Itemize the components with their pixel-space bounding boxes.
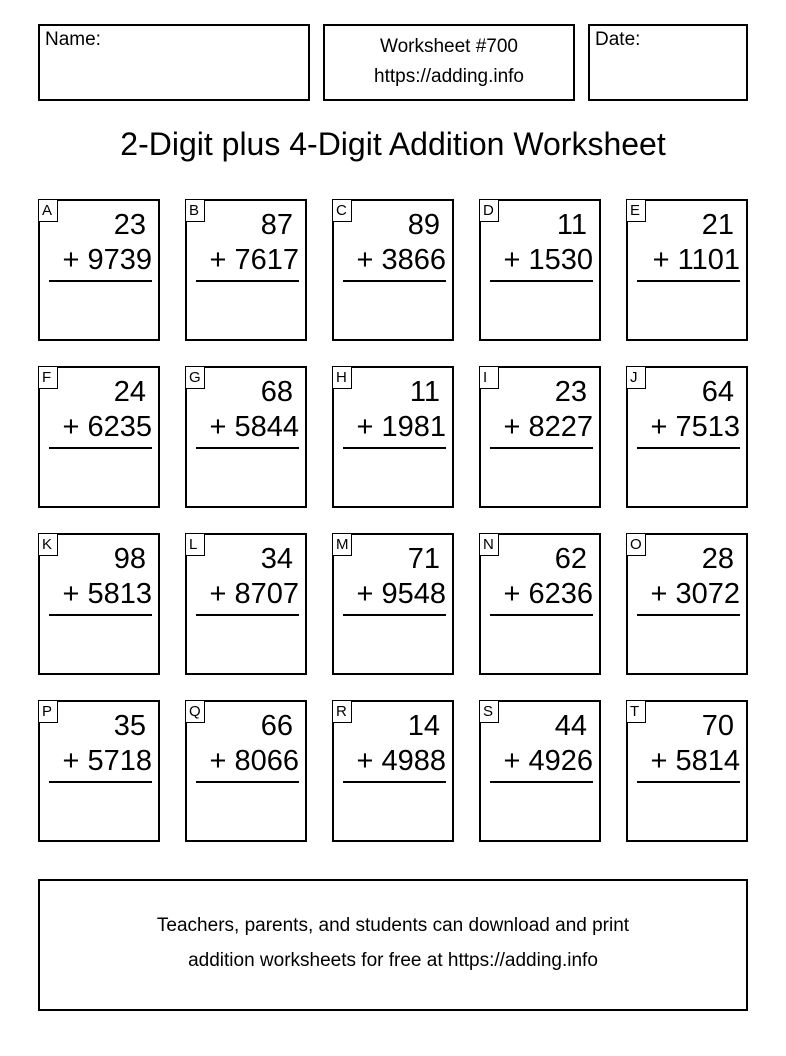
- worksheet-info-box: [323, 24, 575, 101]
- problem-bottom-number: + 4926: [503, 745, 593, 777]
- problem-bottom-number: + 8066: [209, 745, 299, 777]
- problem-top-number: 23: [113, 209, 146, 241]
- problem-letter: G: [185, 366, 205, 389]
- answer-line: [196, 614, 299, 616]
- problem-bottom-number: + 1101: [652, 244, 740, 276]
- problem-top-number: 35: [113, 710, 146, 742]
- problem-card[interactable]: [479, 533, 601, 675]
- worksheet-number: Worksheet #700: [379, 36, 518, 57]
- answer-line: [490, 614, 593, 616]
- problem-top-number: 68: [260, 376, 293, 408]
- problem-bottom-number: + 9548: [356, 578, 446, 610]
- answer-line: [637, 781, 740, 783]
- problem-bottom-number: + 3866: [356, 244, 446, 276]
- problem-top-number: 89: [407, 209, 440, 241]
- answer-line: [196, 280, 299, 282]
- date-field[interactable]: [588, 24, 748, 101]
- page-title: 2-Digit plus 4-Digit Addition Worksheet: [120, 126, 666, 162]
- problem-bottom-number: + 6235: [62, 411, 152, 443]
- problem-letter: P: [38, 700, 58, 723]
- problem-bottom-number: + 9739: [62, 244, 152, 276]
- problem-top-number: 98: [113, 543, 146, 575]
- problem-bottom-number: + 7617: [209, 244, 299, 276]
- problem-top-number: 70: [701, 710, 734, 742]
- answer-line: [49, 614, 152, 616]
- problem-letter: B: [185, 199, 205, 222]
- date-label: Date:: [595, 29, 641, 50]
- problem-bottom-number: + 8707: [209, 578, 299, 610]
- problem-card[interactable]: [332, 533, 454, 675]
- problem-bottom-number: + 1981: [356, 411, 446, 443]
- problem-letter: K: [38, 533, 58, 556]
- problem-card[interactable]: [626, 533, 748, 675]
- answer-line: [490, 280, 593, 282]
- problem-top-number: 62: [554, 543, 587, 575]
- problem-top-number: 34: [260, 543, 293, 575]
- problem-card[interactable]: [332, 700, 454, 842]
- problem-letter: A: [38, 199, 58, 222]
- footer-line-1: Teachers, parents, and students can download and print: [156, 915, 630, 936]
- answer-line: [343, 781, 446, 783]
- answer-line: [196, 781, 299, 783]
- problem-letter: J: [626, 366, 646, 389]
- problem-letter: O: [626, 533, 646, 556]
- name-field[interactable]: [38, 24, 310, 101]
- problem-bottom-number: + 5718: [62, 745, 152, 777]
- problem-card[interactable]: [185, 199, 307, 341]
- problem-card[interactable]: [185, 700, 307, 842]
- answer-line: [343, 614, 446, 616]
- problem-letter: C: [332, 199, 352, 222]
- footer-box: [38, 879, 748, 1011]
- problem-card[interactable]: [185, 533, 307, 675]
- name-label: Name:: [45, 29, 101, 50]
- answer-line: [490, 781, 593, 783]
- problem-bottom-number: + 5813: [62, 578, 152, 610]
- problem-bottom-number: + 5814: [650, 745, 740, 777]
- problem-letter: N: [479, 533, 499, 556]
- problem-top-number: 11: [409, 376, 440, 408]
- problem-letter: F: [38, 366, 58, 389]
- problem-letter: L: [185, 533, 205, 556]
- answer-line: [196, 447, 299, 449]
- problem-card[interactable]: [479, 366, 601, 508]
- problem-letter: Q: [185, 700, 205, 723]
- problem-bottom-number: + 8227: [503, 411, 593, 443]
- answer-line: [49, 280, 152, 282]
- problem-top-number: 87: [260, 209, 293, 241]
- problem-letter: E: [626, 199, 646, 222]
- problem-grid: [38, 199, 748, 842]
- problem-bottom-number: + 5844: [209, 411, 299, 443]
- problem-card[interactable]: [185, 366, 307, 508]
- answer-line: [490, 447, 593, 449]
- problem-top-number: 64: [701, 376, 734, 408]
- problem-top-number: 66: [260, 710, 293, 742]
- problem-letter: T: [626, 700, 646, 723]
- problem-card[interactable]: [38, 700, 160, 842]
- problem-card[interactable]: [479, 700, 601, 842]
- answer-line: [637, 614, 740, 616]
- problem-bottom-number: + 4988: [356, 745, 446, 777]
- problem-card[interactable]: [626, 199, 748, 341]
- problem-card[interactable]: [332, 199, 454, 341]
- problem-letter: D: [479, 199, 499, 222]
- problem-top-number: 14: [407, 710, 440, 742]
- problem-top-number: 28: [701, 543, 734, 575]
- problem-letter: I: [479, 366, 499, 389]
- answer-line: [343, 447, 446, 449]
- worksheet-url: https://adding.info: [374, 66, 524, 87]
- answer-line: [49, 781, 152, 783]
- problem-bottom-number: + 7513: [650, 411, 740, 443]
- problem-letter: H: [332, 366, 352, 389]
- problem-card[interactable]: [626, 366, 748, 508]
- problem-bottom-number: + 1530: [503, 244, 593, 276]
- problem-bottom-number: + 3072: [650, 578, 740, 610]
- problem-top-number: 23: [554, 376, 587, 408]
- problem-top-number: 21: [701, 209, 734, 241]
- answer-line: [343, 280, 446, 282]
- problem-letter: S: [479, 700, 499, 723]
- problem-card[interactable]: [38, 533, 160, 675]
- problem-card[interactable]: [38, 366, 160, 508]
- answer-line: [637, 280, 740, 282]
- problem-card[interactable]: [479, 199, 601, 341]
- problem-card[interactable]: [626, 700, 748, 842]
- problem-top-number: 71: [407, 543, 440, 575]
- answer-line: [49, 447, 152, 449]
- problem-letter: M: [332, 533, 352, 556]
- problem-top-number: 11: [556, 209, 587, 241]
- problem-card[interactable]: [38, 199, 160, 341]
- problem-card[interactable]: [332, 366, 454, 508]
- answer-line: [637, 447, 740, 449]
- problem-top-number: 44: [554, 710, 587, 742]
- problem-letter: R: [332, 700, 352, 723]
- problem-bottom-number: + 6236: [503, 578, 593, 610]
- footer-line-2: addition worksheets for free at https://adding.info: [188, 950, 598, 971]
- problem-top-number: 24: [113, 376, 146, 408]
